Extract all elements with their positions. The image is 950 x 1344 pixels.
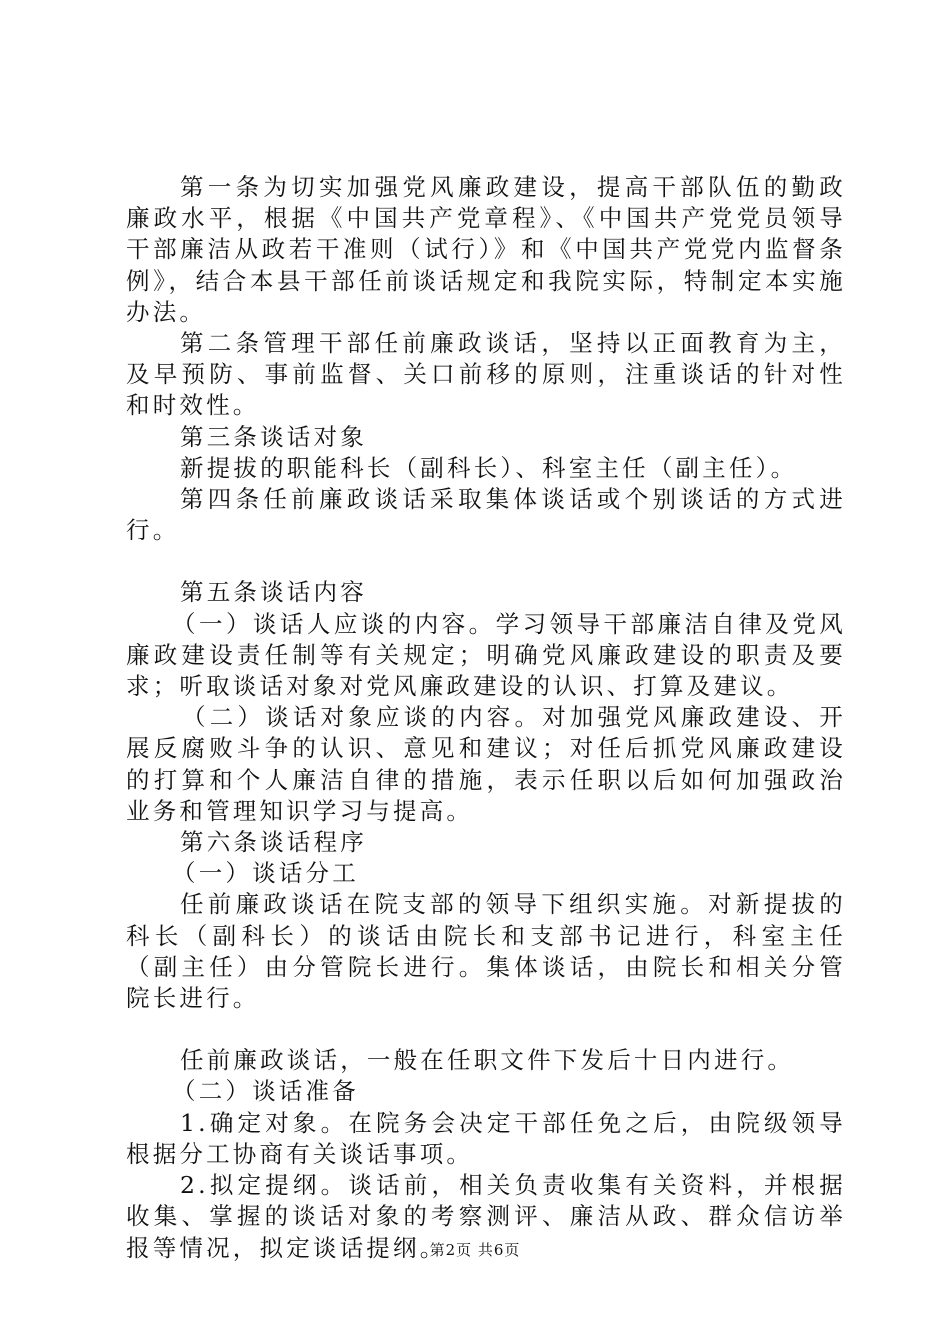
document-body [126,172,846,1264]
article-6-item-1-content: 任前廉政谈话在院支部的领导下组织实施。对新提拔的科长（副科长）的谈话由院长和支部书记进行，科室主任（副主任）由分管院长进行。集体谈话，由院长和相关分管院长进行。 [126,890,846,1013]
article-4-paragraph: 第四条任前廉政谈话采取集体谈话或个别谈话的方式进行。 [126,485,846,545]
article-6-timing: 任前廉政谈话，一般在任职文件下发后十日内进行。 [180,1046,795,1075]
blank-line [126,1014,846,1045]
article-5-item-2: （二）谈话对象应谈的内容。对加强党风廉政建设、开展反腐败斗争的认识、意见和建议；对任后抓党风廉政建设的打算和个人廉洁自律的措施，表示任职以后如何加强政治业务和管理知识学习与提高。 [126,703,846,825]
article-5-item-1: （一）谈话人应谈的内容。学习领导干部廉洁自律及党风廉政建设责任制等有关规定；明确党风廉政建设的职责及要求；听取谈话对象对党风廉政建设的认识、打算及建议。 [126,609,846,701]
article-6-item-2-heading: （二）谈话准备 [172,1077,359,1106]
article-1-paragraph: 第一条为切实加强党风廉政建设，提高干部队伍的勤政廉政水平，根据《中国共产党章程》、《中国共产党党员领导干部廉洁从政若干准则（试行）》和《中国共产党党内监督条例》，结合本县干部任前谈话规定和我院实际，特制定本实施办法。 [126,173,846,326]
article-3-content: 新提拔的职能科长（副科长）、科室主任（副主任）。 [180,453,798,482]
article-6-item-2-step-2: 2.拟定提纲。谈话前，相关负责收集有关资料，并根据收集、掌握的谈话对象的考察测评、廉洁从政、群众信访举报等情况，拟定谈话提纲。 [126,1171,846,1262]
article-6-heading: 第六条谈话程序 [180,828,367,857]
page-number-footer: 第2页 共6页 [429,1241,521,1259]
article-2-paragraph: 第二条管理干部任前廉政谈话，坚持以正面教育为主，及早预防、事前监督、关口前移的原则，注重谈话的针对性和时效性。 [126,329,846,420]
blank-line [126,546,846,577]
article-6-item-2-step-1: 1.确定对象。在院务会决定干部任免之后，由院级领导根据分工协商有关谈话事项。 [126,1108,846,1168]
article-5-heading: 第五条谈话内容 [180,578,367,607]
article-3-heading: 第三条谈话对象 [180,422,367,451]
article-6-item-1-heading: （一）谈话分工 [172,859,359,888]
